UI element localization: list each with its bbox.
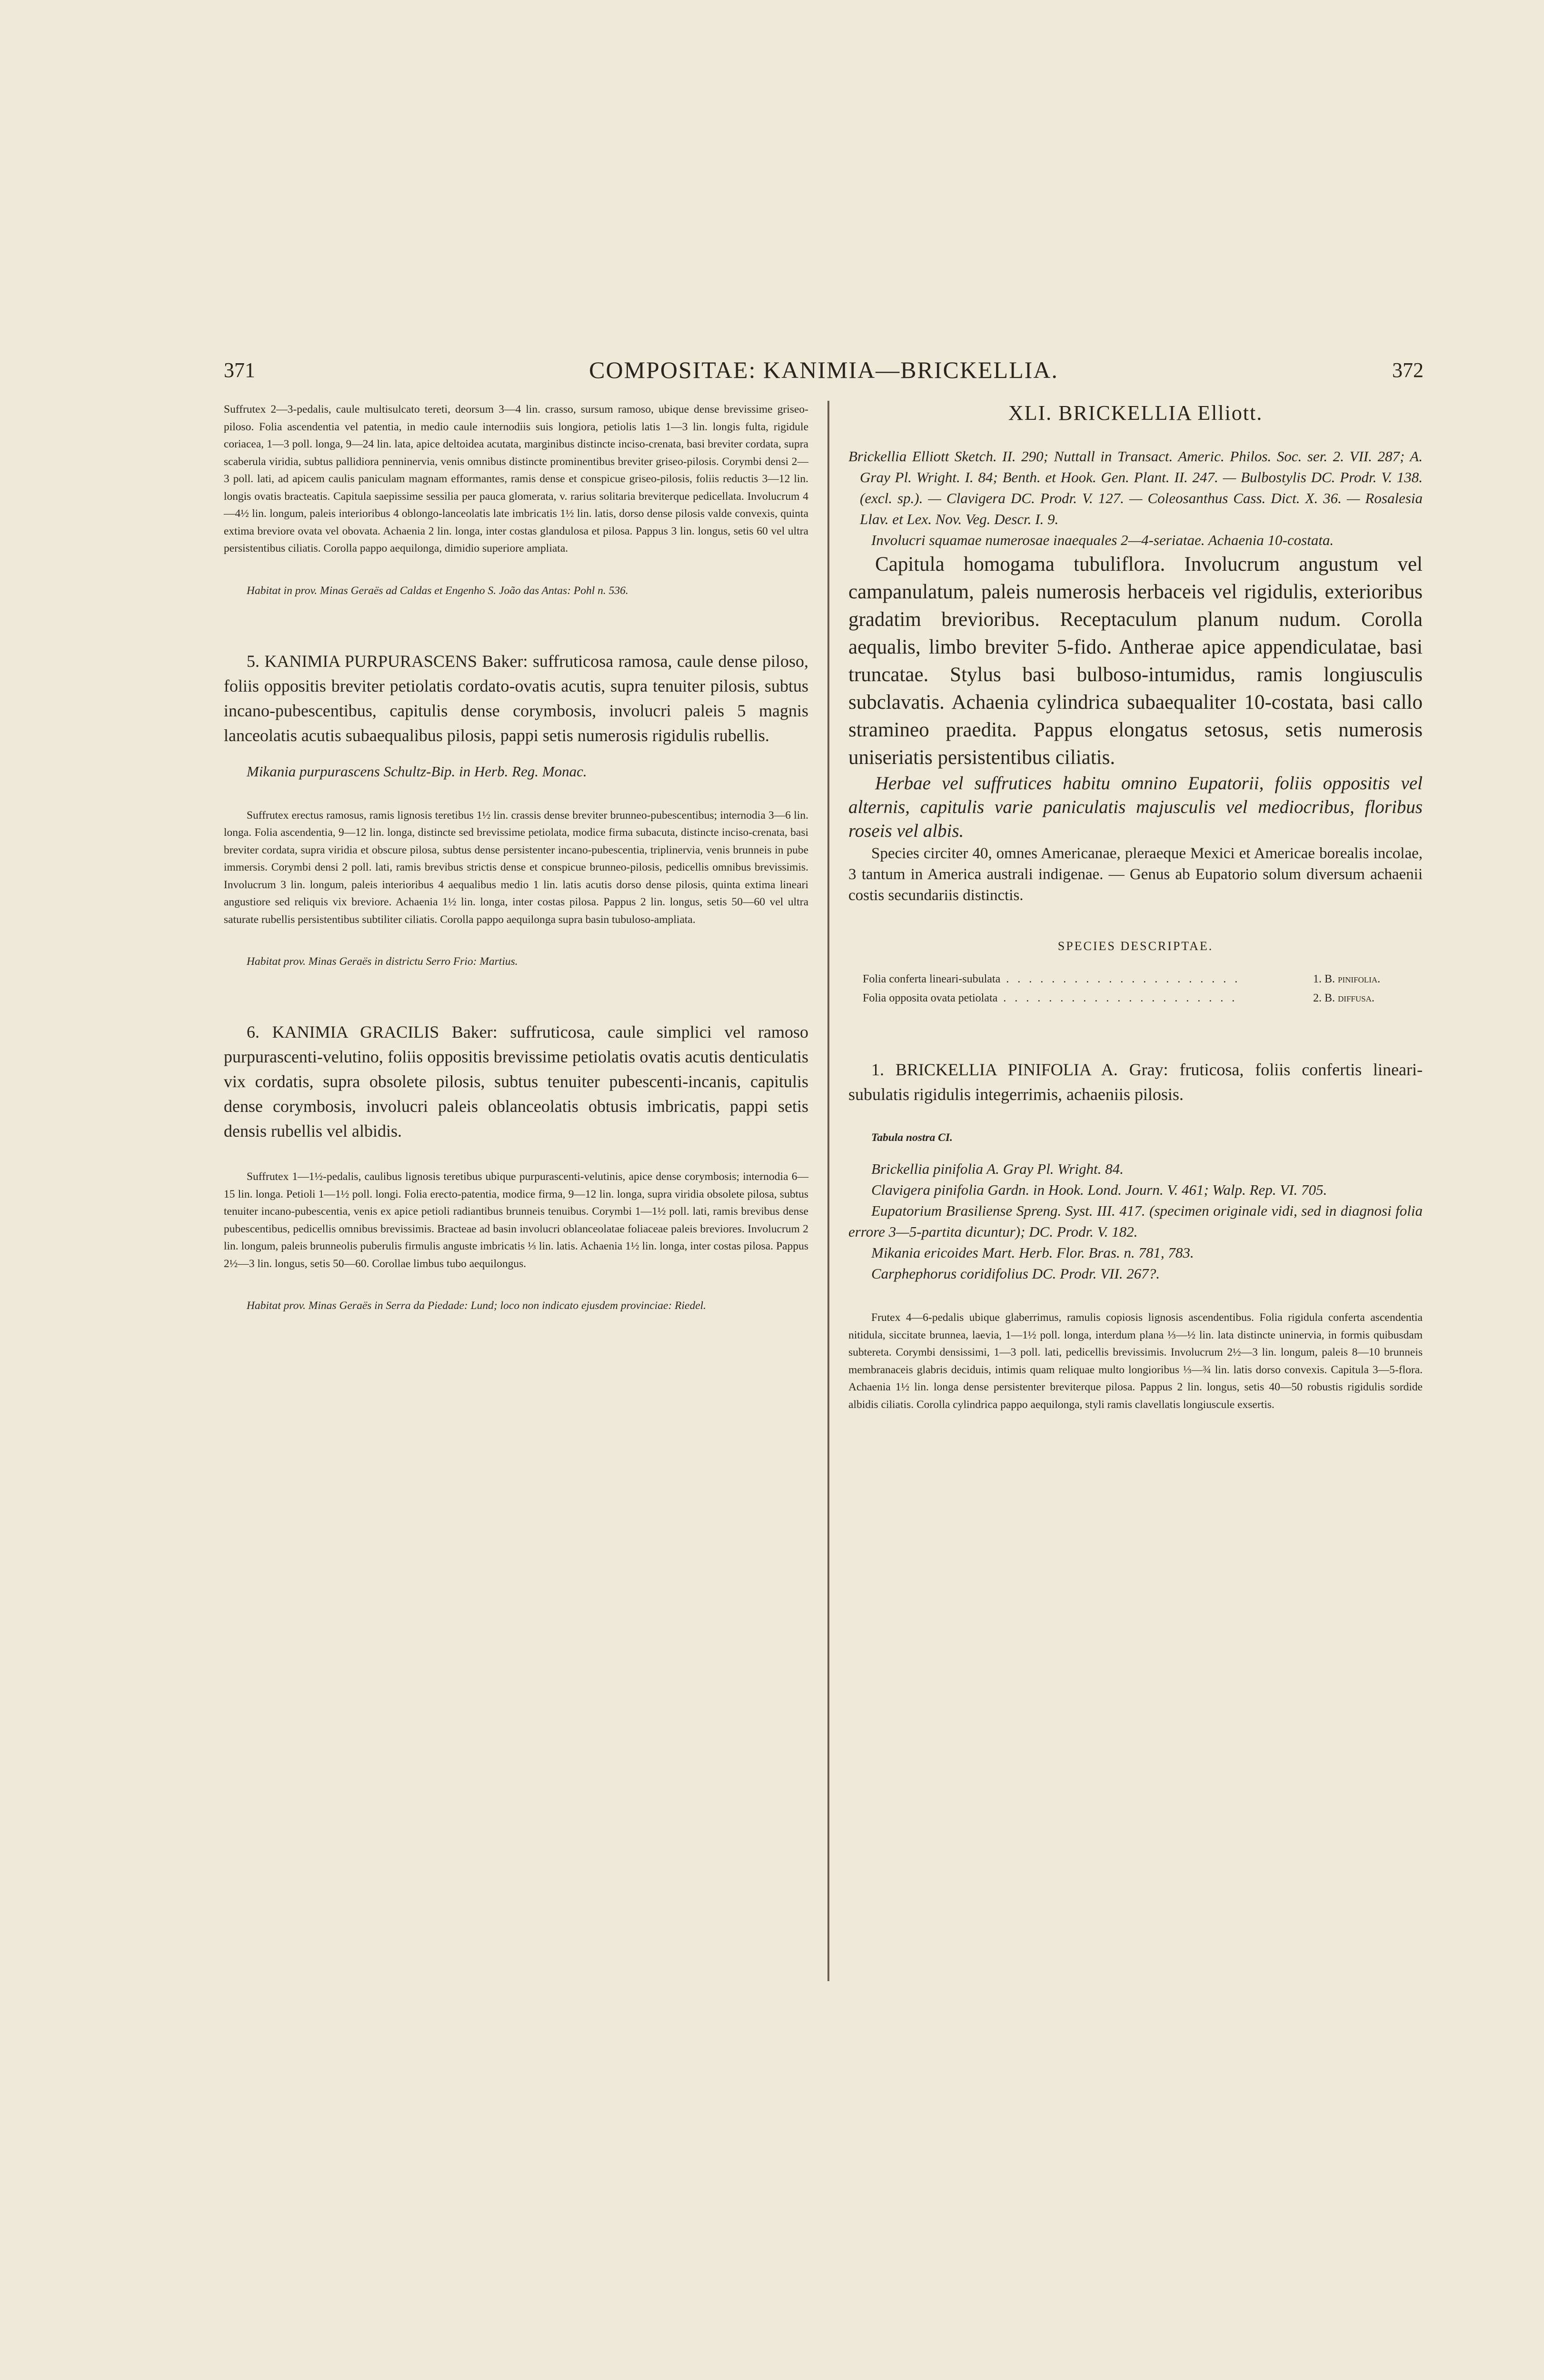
habitat-note: Habitat in prov. Minas Geraës ad Caldas et Engenho S. João das Antas: Pohl n. 536. <box>247 584 628 597</box>
synonym: Clavigera pinifolia Gardn. in Hook. Lond. Journ. V. 461; Walp. Rep. VI. 705. <box>871 1181 1327 1198</box>
genus-references: Brickellia Elliott Sketch. II. 290; Nuttall in Transact. Americ. Philos. Soc. ser. 2. VII. 287; A. Gray Pl. Wright. I. 84; Benth. et Hook. Gen. Plant. II. 247. — Bulbostylis DC. Prodr. V. 138. (excl. sp.). — Clavigera DC. Prodr. V. 127. — Coleosanthus Cass. Dict. X. 36. — Rosalesia Llav. et Lex. Nov. Veg. Descr. I. 9. <box>848 448 1423 527</box>
key-row <box>863 970 1423 989</box>
synonym: Mikania ericoides Mart. Herb. Flor. Bras. n. 781, 783. <box>871 1244 1194 1261</box>
key-answer: 1. B. pinifolia. <box>1313 973 1381 985</box>
page-number-right: 372 <box>1392 358 1424 382</box>
key-answer: 2. B. diffusa. <box>1313 992 1375 1004</box>
running-header <box>224 358 1424 387</box>
synonym: Mikania purpurascens Schultz-Bip. in Herb. Reg. Monac. <box>247 763 587 780</box>
species-heading-kanimia-gracilis: 6. KANIMIA GRACILIS Baker: suffruticosa, caule simplici vel ramoso purpurascenti-velutino, foliis oppositis brevissime petiolatis ovatis acutis denticulatis vix cordatis, supra obsolete pilosis, subtus tenuiter pubescenti-incanis, capitulis dense corymbosis, involucri paleis oblanceolatis obtusis imbricatis, pappi setis densis rubellis vel albidis. <box>224 1022 808 1140</box>
right-column <box>848 401 1423 1413</box>
species-section-title: SPECIES DESCRIPTAE. <box>1057 939 1214 953</box>
plate-reference: Tabula nostra CI. <box>871 1131 953 1144</box>
genus-title: XLI. BRICKELLIA Elliott. <box>1008 401 1263 425</box>
habitat-note: Habitat prov. Minas Geraës in districtu Serro Frio: Martius. <box>247 955 518 968</box>
page-number-left: 371 <box>224 358 255 382</box>
species-count-paragraph: Species circiter 40, omnes Americanae, pleraeque Mexici et Americae borealis incolae, 3 tantum in America australi indigenae. — Genus ab Eupatorio solum diversum achaenii costis secundariis distinctis. <box>848 845 1423 904</box>
key-label: Folia opposita ovata petiolata . . . <box>863 989 1313 1008</box>
involucri-note: Involucri squamae numerosae inaequales 2—4-seriatae. Achaenia 10-costata. <box>871 532 1334 548</box>
species-description: Suffrutex 1—1½-pedalis, caulibus lignosis teretibus ubique purpurascenti-velutinis, apice dense corymbosis; internodia 6—15 lin. longa. Petioli 1—1½ poll. longi. Folia erecto-patentia, modice firma, 9—12 lin. longa, supra viridia obsolete pilosa, subtus tenuiter incano-pubescentia, venis ex apice petioli radiantibus brunneis tenuibus. Corymbi 1—1½ poll. lati, ramis brevibus dense pubescentibus, pedicellis omnibus brevissimis. Bracteae ad basin involucri oblanceolatae foliaceae paleis breviores. Involucrum 2 lin. longum, paleis brunneolis puberulis firmulis anguste imbricatis ⅓ lin. latis. Achaenia 1½ lin. longa, inter costas pilosa. Pappus 2½—3 lin. longus, setis 50—60. Corollae limbus tubo aequilongus. <box>224 1170 808 1270</box>
key-row <box>863 989 1423 1008</box>
synonym: Carphephorus coridifolius DC. Prodr. VII. 267?. <box>871 1265 1160 1282</box>
species-heading-kanimia-purpurascens: 5. KANIMIA PURPURASCENS Baker: suffruticosa ramosa, caule dense piloso, foliis oppositis breviter petiolatis cordato-ovatis acutis, supra tenuiter pilosis, subtus incano-pubescentibus, capitulis dense corymbosis, involucri paleis 5 magnis lanceolatis acutis subaequalibus pilosis, pappi setis numerosis rigidulis rubellis. <box>224 651 808 745</box>
habit-description: Herbae vel suffrutices habitu omnino Eupatorii, foliis oppositis vel alternis, capitulis varie paniculatis majusculis vel mediocribus, floribus roseis vel albis. <box>848 773 1423 841</box>
left-column <box>224 401 808 1314</box>
species-description: Frutex 4—6-pedalis ubique glaberrimus, ramulis copiosis lignosis ascendentibus. Folia rigidula conferta ascendentia nitidula, siccitate brunnea, laevia, 1—1½ poll. longa, interdum plana ⅓—½ lin. lata distincte uninervia, in formis quibusdam subtereta. Corymbi densissimi, 1—3 poll. lati, pedicellis brevissimis. Involucrum 2½—3 lin. longum, paleis 8—10 brunneis membranaceis glabris deciduis, intimis quam reliquae multo longioribus ⅓—¾ lin. latis dorso convexis. Capitula 3—5-flora. Achaenia 1½ lin. longa dense persistenter breviterque pilosa. Pappus 2 lin. longus, setis 40—50 robustis rigidulis sordide albidis ciliatis. Corolla cylindrica pappo aequilonga, styli ramis clavellatis longiuscule exsertis. <box>848 1311 1423 1411</box>
species-description-continued: Suffrutex 2—3-pedalis, caule multisulcato tereti, deorsum 3—4 lin. crasso, sursum ramoso, ubique dense brevissime griseo-piloso. Folia ascendentia vel patentia, in medio caule internodiis suis longiora, petiolis latis 1—3 lin. longis fulta, rigidule coriacea, 1—3 poll. longa, 9—24 lin. lata, apice deltoidea acutata, marginibus distincte inciso-crenata, basi breviter cordata, supra scaberula viridia, subtus pallidiora penninervia, venis omnibus distincte prominentibus breviter griseo-pilosis. Corymbi densi 2—3 poll. lati, ad apicem caulis paniculam magnam efformantes, ramis dense et conspicue griseo-pilosis, foliis reductis 3—12 lin. longis ovatis bracteatis. Capitula saepissime sessilia per pauca glomerata, v. rarius solitaria breviterque pedicellata. Involucrum 4—4½ lin. longum, paleis interioribus 4 oblongo-lanceolatis late imbricatis 1½ lin. latis, dorso dense pilosis valde convexis, quinta extima breviore ovata vel obovata. Achaenia 2 lin. longa, inter costas glandulosa et pilosa. Pappus 3 lin. longus, setis 60 vel ultra persistentibus ciliatis. Corolla pappo aequilonga, dimidio superiore ampliata. <box>224 403 808 555</box>
key-label: Folia conferta lineari-subulata . . . <box>863 970 1313 989</box>
synonym: Brickellia pinifolia A. Gray Pl. Wright. 84. <box>871 1160 1124 1177</box>
synonym: Eupatorium Brasiliense Spreng. Syst. III. 417. (specimen originale vidi, sed in diagnosi folia errore 3—5-partita dicuntur); DC. Prodr. V. 182. <box>848 1202 1423 1240</box>
column-divider <box>827 401 829 1981</box>
genus-description: Capitula homogama tubuliflora. Involucrum angustum vel campanulatum, paleis numerosis herbaceis vel rigidulis, exterioribus gradatim brevioribus. Receptaculum planum nudum. Corolla aequalis, limbo breviter 5-fido. Antherae apice appendiculatae, basi truncatae. Stylus basi bulboso-intumidus, ramis longiusculis subclavatis. Achaenia cylindrica subaequaliter 10-costata, basi callo stramineo praedita. Pappus elongatus setosus, setis numerosis uniseriatis persistentibus ciliatis. <box>848 553 1423 769</box>
species-heading-brickellia-pinifolia: 1. BRICKELLIA PINIFOLIA A. Gray: fruticosa, foliis confertis lineari-subulatis rigidulis integerrimis, achaeniis pilosis. <box>848 1060 1423 1104</box>
habitat-note: Habitat prov. Minas Geraës in Serra da Piedade: Lund; loco non indicato ejusdem provinciae: Riedel. <box>247 1299 707 1312</box>
species-description: Suffrutex erectus ramosus, ramis lignosis teretibus 1½ lin. crassis dense breviter brunneo-pubescentibus; internodia 3—6 lin. longa. Folia ascendentia, 9—12 lin. longa, distincte sed brevissime petiolata, modice firma subacuta, distincte inciso-crenata, basi breviter cordata, supra viridia et obscure pilosa, subtus dense persistenter incano-pubescentia, triplinervia, venis brunneis in pube immersis. Corymbi densi 2 poll. lati, ramis brevibus strictis dense et conspicue brunneo-pilosis, pedicellis omnibus brevissimis. Involucrum 3 lin. longum, paleis interioribus 4 aequalibus medio 1 lin. latis acutis dorso dense pilosis, quinta extima lineari angustiore sed reliquis vix breviore. Achaenia 1½ lin. longa, inter costas pilosa. Pappus 2 lin. longus, setis 50—60 vel ultra saturate rubellis persistentibus subtiliter ciliatis. Corolla pappo aequilonga supra basin tubuloso-ampliata. <box>224 809 808 926</box>
running-title: COMPOSITAE: KANIMIA—BRICKELLIA. <box>589 357 1058 383</box>
